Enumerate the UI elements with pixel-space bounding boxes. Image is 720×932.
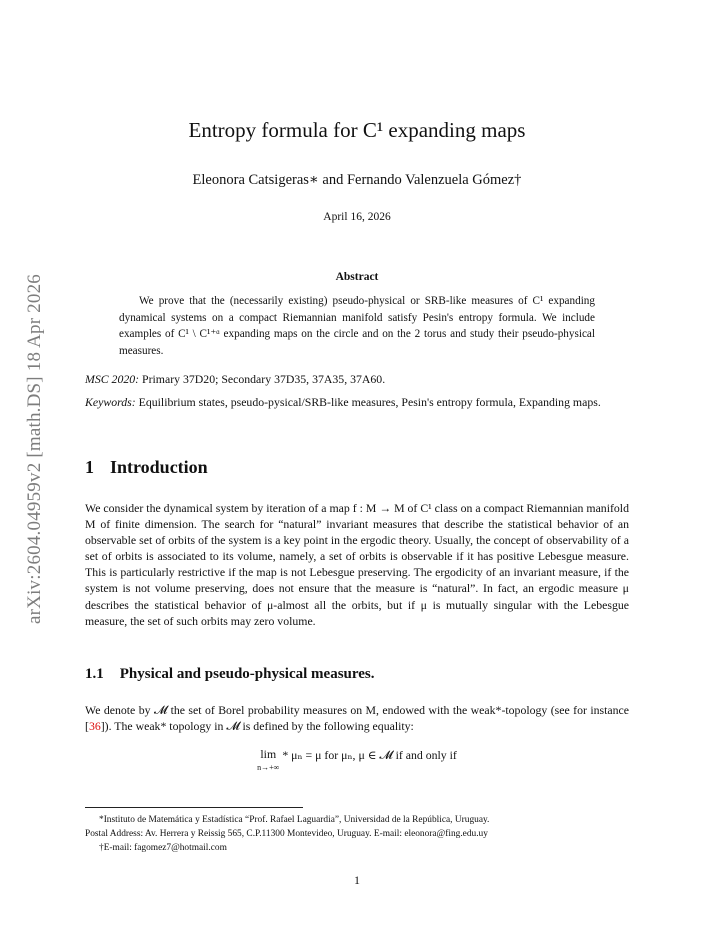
subsection-number: 1.1 (85, 666, 104, 682)
section-number: 1 (85, 457, 94, 477)
keywords-label: Keywords: (85, 395, 136, 409)
subsection-title: Physical and pseudo-physical measures. (119, 666, 375, 682)
equation-subscript: n→+∞ (257, 763, 280, 772)
paragraph-text-start: We denote by 𝓜 the set of Borel probability measures on M, endowed with the weak*-topology (see for instance [ (85, 703, 629, 734)
weak-topology-paragraph (85, 702, 629, 734)
equation-rest: * μₙ = μ for μₙ, μ ∈ 𝓜 if and only if (282, 748, 457, 762)
intro-paragraph: We consider the dynamical system by iteration of a map f : M → M of C¹ class on a compact Riemannian manifold M of finite dimension. The search for “natural” invariant measures that describe the statistical behavior of an observable set of orbits of the system is a key point in the ergodic theory. Usually, the concept of observability of a set of orbits is associated to its volume, namely, a set of orbits is observable if it has positive Lebesgue measure. This is particularly restrictive if the map is not Lebesgue preserving. The ergodicity of an invariant measure, if the system is not volume preserving, does not ensure that the measure is “natural”. In fact, an ergodic measure μ describes the statistical behavior of μ-almost all the orbits, but if μ is mutually singular with the Lebesgue measure, the set of such orbits may zero volume. (85, 501, 629, 628)
paper-date: April 16, 2026 (323, 211, 391, 223)
footnote-address: Postal Address: Av. Herrera y Reissig 565, C.P.11300 Montevideo, Uruguay. E-mail: eleonora@fing.edu.uy (85, 829, 488, 839)
footnote-affiliation: *Instituto de Matemática y Estadística “Prof. Rafael Laguardia”, Universidad de la República, Uruguay. (99, 815, 490, 825)
keywords (85, 394, 629, 411)
display-equation (85, 748, 629, 774)
abstract-text: We prove that the (necessarily existing) pseudo-physical or SRB-like measures of C¹ expanding dynamical systems on a compact Riemannian manifold satisfy Pesin's entropy formula. We include examples of C¹ \ C¹⁺ᵅ expanding maps on the circle and on the 2 torus and study their pseudo-physical measures. (119, 295, 595, 357)
equation-lim: lim (260, 747, 277, 761)
msc-label: MSC 2020: (85, 372, 140, 386)
msc-text: Primary 37D20; Secondary 37D35, 37A35, 37A60. (142, 372, 386, 386)
arxiv-identifier-stamp[interactable]: arXiv:2604.04959v2 [math.DS] 18 Apr 2026 (24, 274, 45, 624)
footnote-email: †E-mail: fagomez7@hotmail.com (99, 843, 227, 853)
keywords-text: Equilibrium states, pseudo-pysical/SRB-like measures, Pesin's entropy formula, Expanding maps. (138, 395, 601, 409)
page-number: 1 (354, 873, 360, 887)
footnotes (85, 813, 629, 855)
citation-link[interactable]: 36 (88, 719, 101, 734)
section-title: Introduction (110, 457, 208, 477)
msc-classification (85, 372, 629, 387)
paper-title: Entropy formula for C¹ expanding maps (188, 118, 526, 142)
author-line: Eleonora Catsigeras∗ and Fernando Valenzuela Gómez† (192, 172, 522, 188)
subsection-heading-physical-measures (85, 666, 375, 683)
paragraph-text-end: ]). The weak* topology in 𝓜 is defined by the following equality: (100, 719, 414, 734)
section-heading-introduction (85, 457, 208, 478)
abstract-heading: Abstract (335, 271, 379, 283)
footnote-rule (85, 807, 303, 808)
